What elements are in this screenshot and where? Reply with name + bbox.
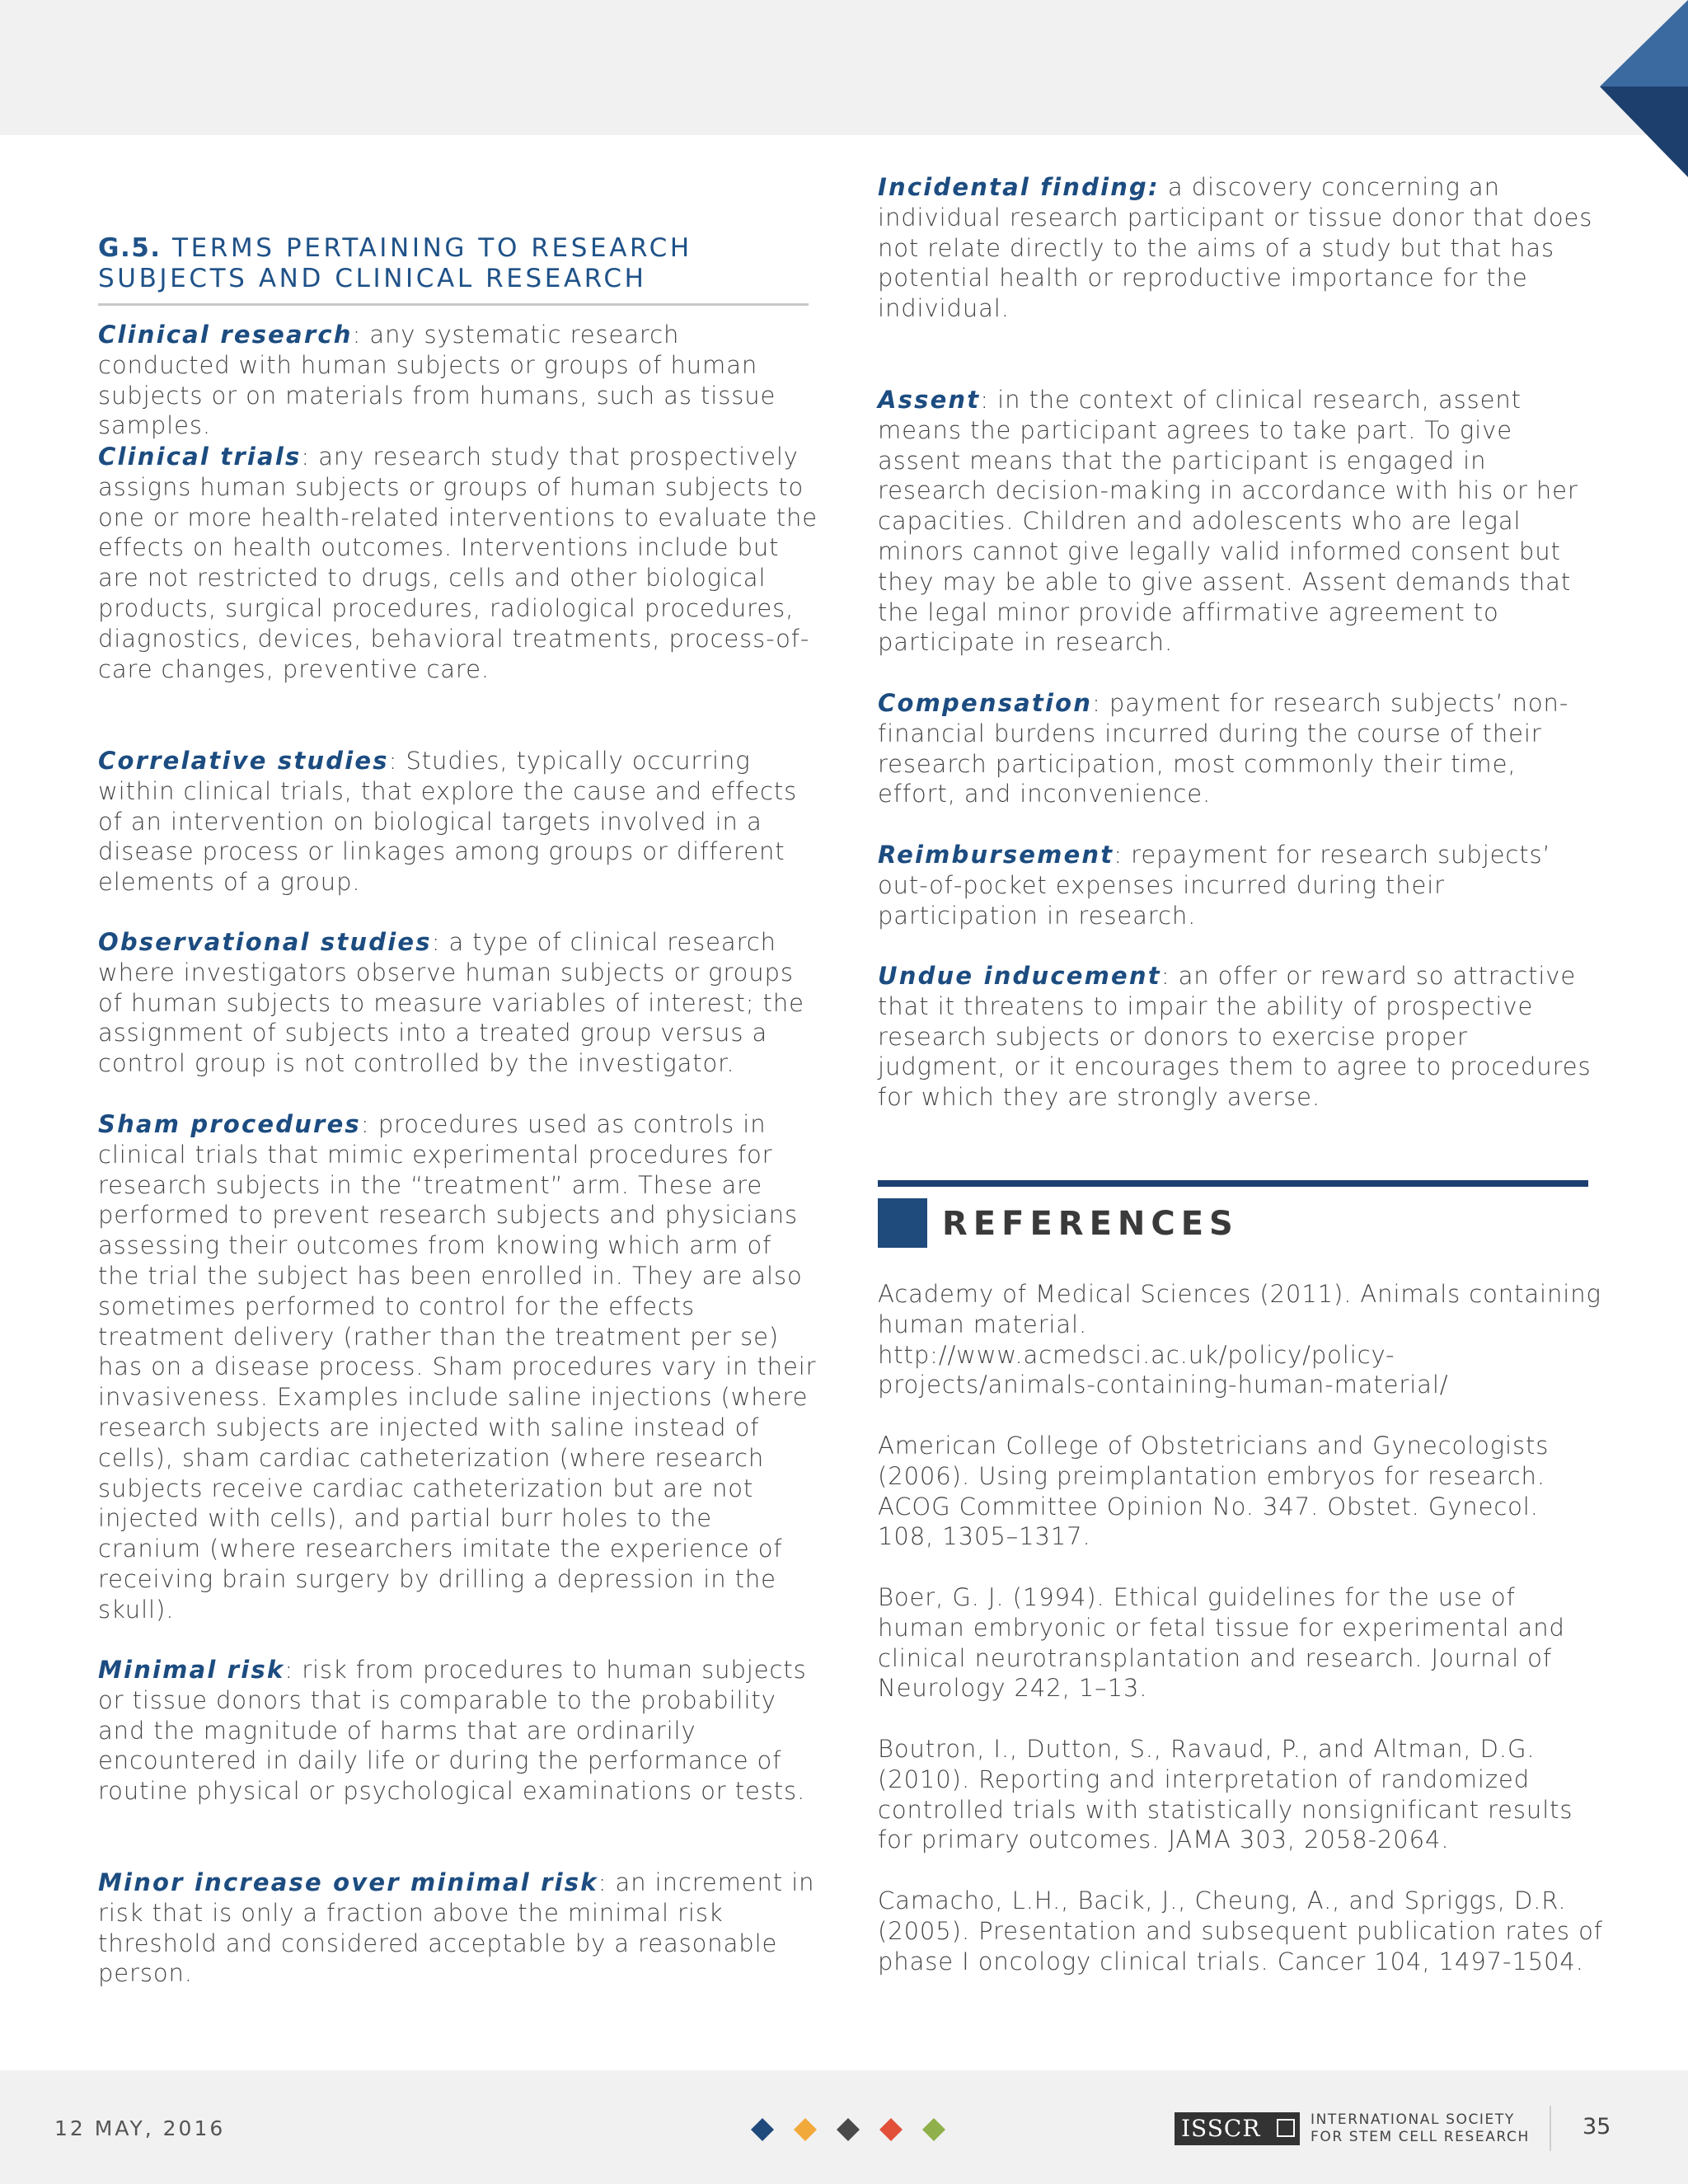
isscr-logo: [1175, 2112, 1300, 2145]
term-name: Reimbursement: [878, 841, 1114, 869]
reference-item: Boutron, I., Dutton, S., Ravaud, P., and Altman, D.G. (2010). Reporting and interpretation of randomized controlled trials with statistically nonsignificant results for primary outcomes. JAMA 303, 2058-2064.: [878, 1735, 1573, 1854]
reference-item: American College of Obstetricians and Gynecologists (2006). Using preimplantation embryos for research. ACOG Committee Opinion No. 347. Obstet. Gynecol. 108, 1305–1317.: [878, 1432, 1550, 1551]
definition-compensation: [878, 688, 1599, 809]
diamond-red-icon: [879, 2118, 903, 2141]
term-definition: a discovery concerning an individual research participant or tissue donor that does not relate directly to the aims of a study but that has potential health or reproductive importance for the individual.: [878, 173, 1593, 323]
footer-divider: [1550, 2106, 1551, 2151]
term-name: Sham procedures: [98, 1110, 361, 1138]
term-name: Clinical research: [98, 321, 353, 349]
footer-date: 12 MAY, 2016: [54, 2116, 226, 2140]
term-name: Minimal risk: [98, 1656, 285, 1684]
section-number: G.5.: [98, 233, 162, 263]
logo-emblem-icon: [1277, 2119, 1295, 2137]
term-name: Correlative studies: [98, 747, 389, 775]
page-number: 35: [1582, 2114, 1611, 2139]
term-definition: : any research study that prospectively assigns human subjects or groups of human subjects to one or more health-related interventions to evaluate the effects on health outcomes. Interventions include but are not restricted to drugs, cells and other biological products, surgical procedures, radiological procedures, diagnostics, devices, behavioral treatments, process-of-care changes, preventive care.: [98, 443, 818, 683]
definition-minor-increase-over-minimal-risk: [98, 1868, 819, 1989]
term-name: Undue inducement: [878, 962, 1161, 990]
diamond-row-icon: [748, 2116, 946, 2144]
term-definition: : risk from procedures to human subjects or tissue donors that is comparable to the probability and the magnitude of harms that are ordinarily encountered in daily life or during the performance of routine physical or psychological examinations or tests.: [98, 1656, 807, 1806]
diamond-navy-icon: [751, 2118, 774, 2141]
definition-minimal-risk: [98, 1655, 819, 1807]
term-definition: : a type of clinical research where investigators observe human subjects or groups of human subjects to measure variables of interest; the assignment of subjects into a treated group versus a control group is not controlled by the investigator.: [98, 928, 804, 1078]
organization-name: [1311, 2111, 1530, 2146]
definition-undue-inducement: [878, 961, 1599, 1113]
reference-item: Camacho, L.H., Bacik, J., Cheung, A., and Spriggs, D.R. (2005). Presentation and subsequent publication rates of phase I oncology clinical trials. Cancer 104, 1497-1504.: [878, 1886, 1603, 1975]
definition-incidental-finding: [878, 172, 1599, 324]
term-name: Incidental finding:: [878, 173, 1160, 201]
term-definition: : Studies, typically occurring within clinical trials, that explore the cause and effects of an intervention on biological targets involved in a disease process or linkages among groups or different elements of a group.: [98, 747, 798, 897]
term-definition: : an offer or reward so attractive that it threatens to impair the ability of prospective research subjects or donors to exercise proper judgment, or it encourages them to agree to procedures for which they are strongly averse.: [878, 962, 1592, 1112]
org-name-line: FOR STEM CELL RESEARCH: [1311, 2129, 1530, 2145]
references-marker-icon: [878, 1198, 927, 1248]
definition-assent: [878, 385, 1599, 658]
corner-triangle-icon: [1597, 0, 1688, 177]
logo-wordmark: ISSCR: [1181, 2115, 1261, 2142]
term-name: Observational studies: [98, 928, 432, 956]
term-definition: : any systematic research conducted with human subjects or groups of human subjects or on materials from humans, such as tissue samples.: [98, 321, 776, 440]
term-name: Minor increase over minimal risk: [98, 1868, 598, 1896]
section-title: TERMS PERTAINING TO RESEARCH SUBJECTS AND CLINICAL RESEARCH: [98, 233, 692, 293]
definition-correlative-studies: [98, 746, 819, 898]
definition-clinical-trials: [98, 442, 819, 684]
definition-clinical-research: [98, 320, 819, 441]
diamond-orange-icon: [794, 2118, 817, 2141]
diamond-gray-icon: [837, 2118, 860, 2141]
definition-sham-procedures: [98, 1109, 819, 1625]
term-name: Compensation: [878, 689, 1093, 717]
reference-item: Academy of Medical Sciences (2011). Animals containing human material. http://www.acmedsci.ac.uk/policy/policy-projects/animals-containing-human-material/: [878, 1280, 1601, 1399]
term-name: Clinical trials: [98, 443, 302, 471]
term-definition: : an increment in risk that is only a fraction above the minimal risk threshold and considered acceptable by a reasonable person.: [98, 1868, 815, 1988]
section-divider: [98, 303, 809, 306]
term-definition: : repayment for research subjects’ out-of-pocket expenses incurred during their participation in research.: [878, 841, 1551, 930]
term-definition: : procedures used as controls in clinical trials that mimic experimental procedures for research subjects in the “treatment” arm. These are performed to prevent research subjects and physicians assessing their outcomes from knowing which arm of the trial the subject has been enrolled in. They are also sometimes performed to control for the effects treatment delivery (rather than the treatment per se) has on a disease process. Sham procedures vary in their invasiveness. Examples include saline injections (where research subjects are injected with saline instead of cells), sham cardiac catheterization (where research subjects receive cardiac catheterization but are not injected with cells), and partial burr holes to the cranium (where researchers imitate the experience of receiving brain surgery by drilling a depression in the skull).: [98, 1110, 817, 1624]
references-rule: [878, 1180, 1588, 1187]
section-heading: [98, 233, 807, 294]
term-definition: : in the context of clinical research, assent means the participant agrees to take part. To give assent means that the participant is engaged in research decision-making in accordance with his or her capacities. Children and adolescents who are legal minors cannot give legally valid informed consent but they may be able to give assent. Assent demands that the legal minor provide affirmative agreement to participate in research.: [878, 386, 1578, 657]
org-name-line: INTERNATIONAL SOCIETY: [1311, 2111, 1515, 2128]
references-heading: REFERENCES: [942, 1205, 1239, 1243]
term-definition: : payment for research subjects’ non-financial burdens incurred during the course of their research participation, most commonly their time, effort, and inconvenience.: [878, 689, 1569, 808]
diamond-green-icon: [922, 2118, 945, 2141]
header-band: [0, 0, 1688, 135]
definition-observational-studies: [98, 927, 819, 1079]
term-name: Assent: [878, 386, 981, 414]
definition-reimbursement: [878, 840, 1599, 930]
reference-item: Boer, G. J. (1994). Ethical guidelines for the use of human embryonic or fetal tissue for experimental and clinical neurotransplantation and research. Journal of Neurology 242, 1–13.: [878, 1583, 1565, 1703]
